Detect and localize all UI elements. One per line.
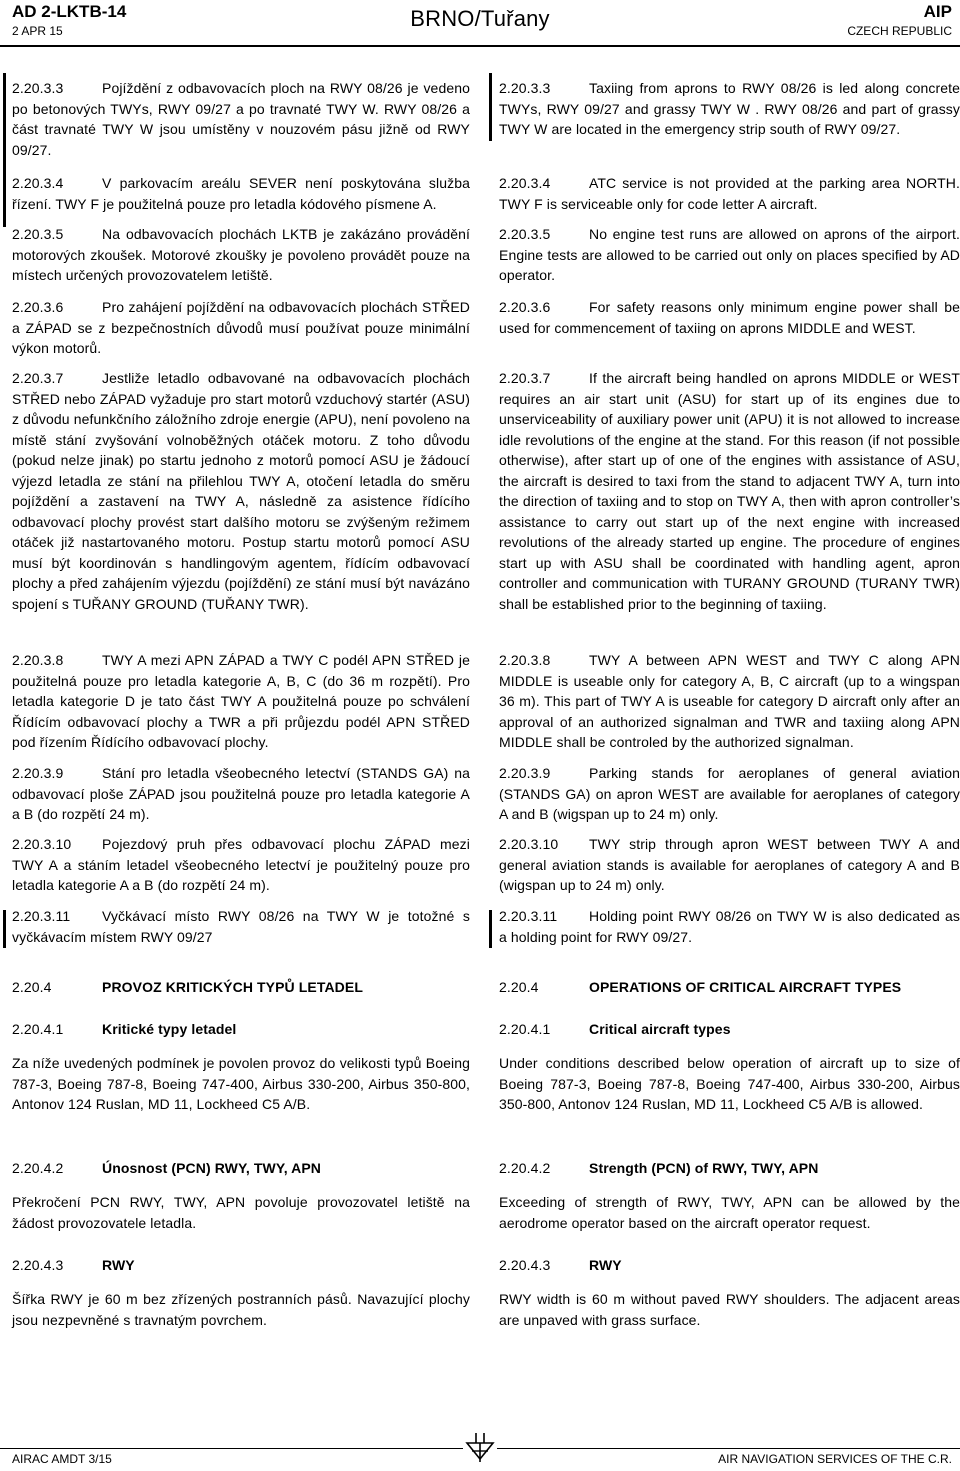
change-bar — [3, 73, 6, 227]
heading-2-20-4-3-en: 2.20.4.3 RWY — [499, 1257, 622, 1273]
heading-2-20-4-1-cz: 2.20.4.1 Kritické typy letadel — [12, 1021, 237, 1037]
paragraph-2-20-3-5-en: 2.20.3.5 No engine test runs are allowed on aprons of the airport. Engine tests are allowed to be carried out only on places specified by AD operator. — [499, 226, 960, 283]
paragraph-2-20-3-10-en: 2.20.3.10 TWY strip through apron WEST between TWY A and general aviation stands is available for aeroplanes of category A and B (wigspan up to 24 m) only. — [499, 836, 960, 893]
paragraph-2-20-4-1-cz: Za níže uvedených podmínek je povolen provoz do velikosti typů Boeing 787-3, Boeing 787-8, Boeing 747-400, Airbus 330-200, Airbus 350-800, Antonov 124 Ruslan, MD 11, Lockheed C5 A/B. — [12, 1055, 470, 1112]
paragraph-2-20-3-9-en: 2.20.3.9 Parking stands for aeroplanes of general aviation (STANDS GA) on apron WEST are available for aeroplanes of category A and B (wigspan up to 24 m) only. — [499, 765, 960, 822]
paragraph-2-20-3-11-en: 2.20.3.11 Holding point RWY 08/26 on TWY W is also dedicated as a holding point for RWY 09/27. — [499, 908, 960, 945]
country-label: CZECH REPUBLIC — [847, 24, 952, 38]
page-title: BRNO/Tuřany — [410, 6, 550, 31]
paragraph-2-20-3-5-cz: 2.20.3.5 Na odbavovacích plochách LKTB je zakázáno provádění motorových zkoušek. Motorové zkoušky je povoleno provádět pouze na místech určených provozovatelem letiště. — [12, 226, 470, 283]
paragraph-2-20-3-7-cz: 2.20.3.7 Jestliže letadlo odbavované na odbavovacích plochách STŘED nebo ZÁPAD vyžaduje pro start motorů vzduchový startér (ASU) z důvodu nefunkčního záložního zdroje energie (APU), není povoleno na místě stání zvyšování volnoběžných otáček motoru. Z toho důvodu (pokud nelze jinak) po startu jednoho z motorů pomocí ASU je žádoucí výjezd letadla ze stání na přilehlou TWY A, otočení letadla do směru pojíždění a zastavení na TWY A, následně za asistence řídícího odbavovací plochy provést start dalšího motoru se zvýšeným režimem otáček již nastartovaného motoru. Postup startu motorů pomocí ASU musí být koordinován s handlingovým agentem, řídícím odbavovací plochy a před zahájením výjezdu (pojíždění) ze stání musí být navázáno spojení s TUŘANY GROUND (TUŘANY TWR). — [12, 370, 470, 612]
paragraph-2-20-3-3-en: 2.20.3.3 Taxiing from aprons to RWY 08/26 is led along concrete TWYs, RWY 09/27 and grassy TWY W . RWY 08/26 and part of grassy TWY W are located in the emergency strip south of RWY 09/27. — [499, 80, 960, 137]
change-bar — [3, 910, 6, 948]
effective-date: 2 APR 15 — [12, 24, 63, 38]
amendment-label: AIRAC AMDT 3/15 — [12, 1452, 112, 1466]
paragraph-2-20-3-3-cz: 2.20.3.3 Pojíždění z odbavovacích ploch na RWY 08/26 je vedeno po betonových TWYs, RWY 09/27 a po travnaté TWY W. RWY 08/26 a část travnaté TWY W jsou umístěny v nouzovém pásu jižně od RWY 09/27. — [12, 80, 470, 158]
change-bar — [489, 910, 492, 948]
paragraph-2-20-4-3-cz: Šířka RWY je 60 m bez zřízených postranních pásů. Navazující plochy jsou nezpevněné s travnatým povrchem. — [12, 1291, 470, 1328]
paragraph-2-20-3-4-cz: 2.20.3.4 V parkovacím areálu SEVER není poskytována služba řízení. TWY F je použitelná pouze pro letadla kódového písmene A. — [12, 175, 470, 212]
paragraph-2-20-4-2-cz: Překročení PCN RWY, TWY, APN povoluje provozovatel letiště na žádost provozovatele letadla. — [12, 1194, 470, 1231]
publication-label: AIP — [923, 2, 952, 21]
publisher-label: AIR NAVIGATION SERVICES OF THE C.R. — [718, 1452, 952, 1466]
change-bar — [489, 73, 492, 141]
heading-2-20-4-2-cz: 2.20.4.2 Únosnost (PCN) RWY, TWY, APN — [12, 1160, 322, 1176]
heading-2-20-4-2-en: 2.20.4.2 Strength (PCN) of RWY, TWY, APN — [499, 1160, 819, 1176]
paragraph-2-20-4-1-en: Under conditions described below operation of aircraft up to size of Boeing 787-3, Boeing 787-8, Boeing 747-400, Airbus 330-200, Airbus 350-800, Antonov 124 Ruslan, MD 11, Lockheed C5 A/B is allowed. — [499, 1055, 960, 1112]
english-column — [499, 0, 960, 1440]
paragraph-2-20-4-2-en: Exceeding of strength of RWY, TWY, APN can be allowed by the aerodrome operator based on the aircraft operator request. — [499, 1194, 960, 1231]
paragraph-2-20-3-7-en: 2.20.3.7 If the aircraft being handled on aprons MIDDLE or WEST requires an air start unit (ASU) for start up of its engines due to unserviceability of auxiliary power unit (APU) it is not allowed to increase idle revolutions of the engine at the stand. For this reason (if not possible otherwise), after start up of one of the engines with assistance of ASU, the aircraft is desired to taxi from the stand to adjacent TWY A, turn into the direction of taxiing and to stop on TWY A, then with apron controller’s assistance to carry out start up of the next engine with increased revolutions of the already started up engine. The procedure of engines start up with ASU shall be coordinated with handling agent, apron controller and communication with TURANY GROUND (TURANY TWR) shall be established prior to the beginning of taxiing. — [499, 370, 960, 612]
heading-2-20-4-3-cz: 2.20.4.3 RWY — [12, 1257, 135, 1273]
paragraph-2-20-3-6-cz: 2.20.3.6 Pro zahájení pojíždění na odbavovacích plochách STŘED a ZÁPAD se z bezpečnostních důvodů musí používat pouze minimální výkon motorů. — [12, 299, 470, 356]
paragraph-2-20-3-4-en: 2.20.3.4 ATC service is not provided at the parking area NORTH. TWY F is serviceable only for code letter A aircraft. — [499, 175, 960, 212]
document-id: AD 2-LKTB-14 — [12, 2, 127, 21]
paragraph-2-20-3-9-cz: 2.20.3.9 Stání pro letadla všeobecného letectví (STANDS GA) na odbavovací ploše ZÁPAD jsou použitelná pouze pro letadla kategorie A a B (do rozpětí 24 m). — [12, 765, 470, 822]
paragraph-2-20-3-11-cz: 2.20.3.11 Vyčkávací místo RWY 08/26 na TWY W je totožné s vyčkávacím místem RWY 09/27 — [12, 908, 470, 945]
paragraph-2-20-3-8-cz: 2.20.3.8 TWY A mezi APN ZÁPAD a TWY C podél APN STŘED je použitelná pouze pro letadla kategorie A, B, C (do 36 m rozpětí). Pro letadla kategorie D je tato část TWY A použitelná pouze po schválení Řídícím odbavovací plochy a TWR a při průjezdu podél APN STŘED pod řízením Řídícího odbavovací plochy. — [12, 652, 470, 750]
paragraph-2-20-4-3-en: RWY width is 60 m without paved RWY shoulders. The adjacent areas are unpaved with grass surface. — [499, 1291, 960, 1328]
heading-2-20-4-en: 2.20.4 OPERATIONS OF CRITICAL AIRCRAFT TYPES — [499, 979, 902, 995]
paragraph-2-20-3-6-en: 2.20.3.6 For safety reasons only minimum engine power shall be used for commencement of taxiing on aprons MIDDLE and WEST. — [499, 299, 960, 336]
heading-2-20-4-cz: 2.20.4 PROVOZ KRITICKÝCH TYPŮ LETADEL — [12, 979, 363, 995]
czech-column — [12, 0, 470, 1440]
air-navigation-services-logo-icon — [463, 1429, 497, 1465]
heading-2-20-4-1-en: 2.20.4.1 Critical aircraft types — [499, 1021, 731, 1037]
paragraph-2-20-3-10-cz: 2.20.3.10 Pojezdový pruh přes odbavovací plochu ZÁPAD mezi TWY A a stáním letadel všeobecného letectví je použitelný pouze pro letadla kategorie A a B (do rozpětí 24 m). — [12, 836, 470, 893]
paragraph-2-20-3-8-en: 2.20.3.8 TWY A between APN WEST and TWY C along APN MIDDLE is useable only for category A, B, C aircraft (up to a wingspan 36 m). This part of TWY A is useable for category D aircraft only after an approval of an authorized signalman and TWR and taxiing along APN MIDDLE shall be controled by the authorized signalman. — [499, 652, 960, 750]
